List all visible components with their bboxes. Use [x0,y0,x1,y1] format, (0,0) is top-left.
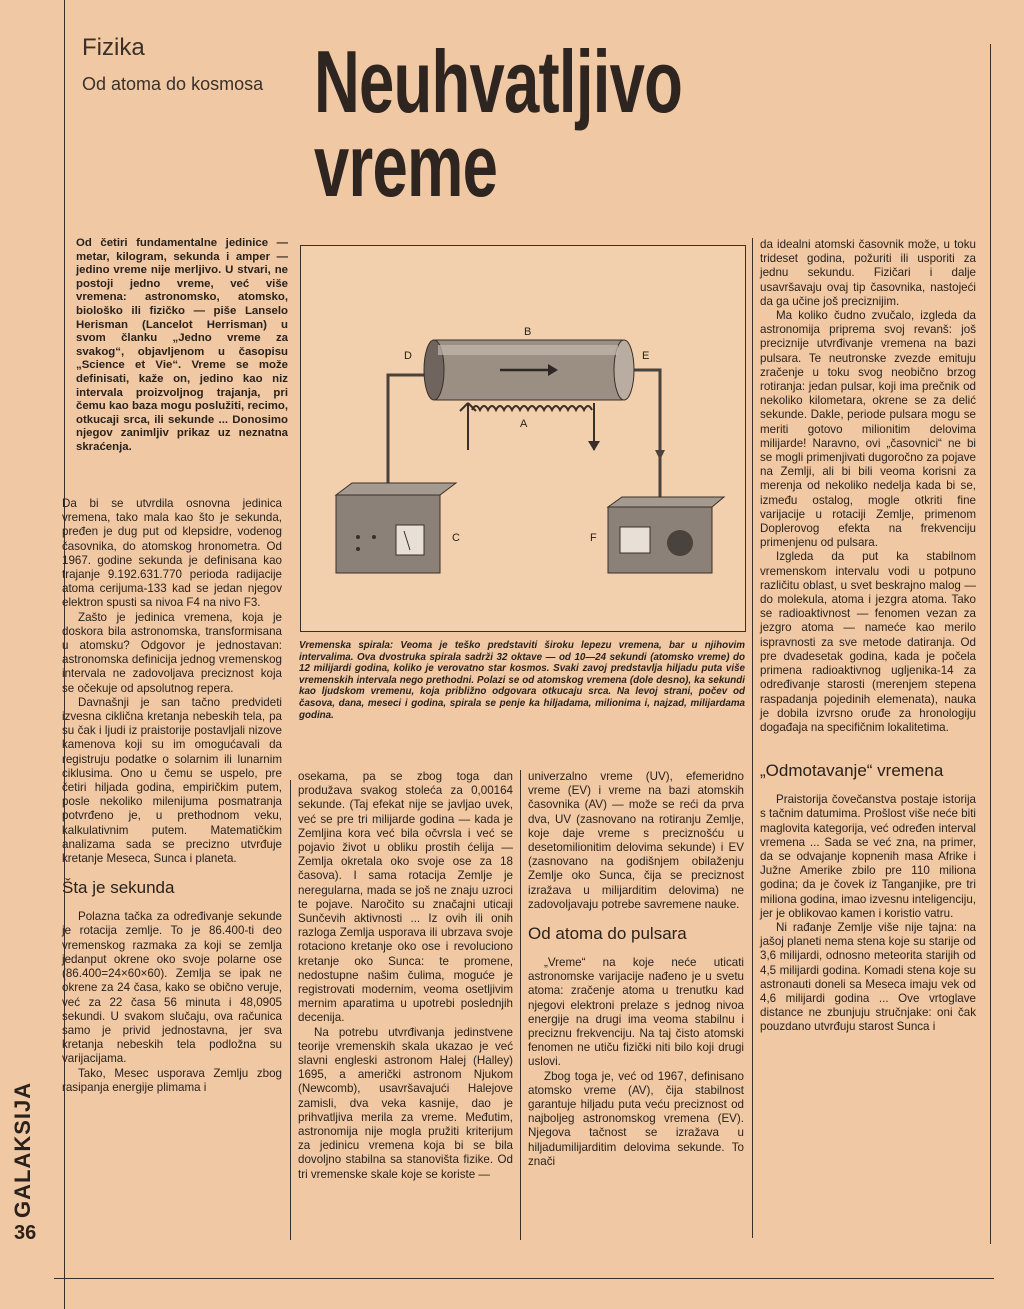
subheading: Od atoma do pulsara [528,924,687,944]
bottom-margin-rule [54,1278,994,1279]
column-rule [520,770,521,1240]
figure-label: D [404,350,412,362]
paragraph: osekama, pa se zbog toga dan produžava svakog stoleća za 0,00164 sekunde. (Taj efekat nije se javljao uvek, već se pre tri milijarde godina — kada je Zemljina kora već bila očvrsla i već se pojavio život u obliku prostih ćelija — Zemlja okretala oko svoje ose za 18 časova). I sama rotacija Zemlje je neregularna, mada se još ne znaju uzroci te pojave. Naročito su značajni uticaji Sunčevih aktivnosti ... Iz ovih ili onih razloga Zemlja usporava ili ubrzava svoje rotaciono kretanje oko ose i revoluciono kretanje oko Sunca: te promene, nedostupne našim čulima, moguće je registrovati modernim, veoma osetljivim mernim aparatima u upotrebi poslednjih decenija. [298,770,513,1025]
column-rule [752,238,753,1238]
title-line: vreme [314,116,498,215]
caption-title: Vremenska spirala: [299,640,394,651]
lead-paragraph: Od četiri fundamentalne jedinice — metar, kilogram, sekunda i amper — jedino vreme nije merljivo. U stvari, ne postoji jedno vreme, već više vremena: astronomsko, atomsko, biološko ili fizičko — piše Lanselo Herisman (Lancelot Herrisman) u svom članku „Jedno vreme za svakog“, objavljenom u časopisu „Science et Vie“. Vreme se može definisati, kaže on, jedino kao niz intervala proizvoljnog trajanja, pri čemu kao baza mogu poslužiti, recimo, otkucaji srca, ili sekunde ... Donosimo njegov zanimljiv prikaz uz neznatna skraćenja. [76,237,288,453]
section-label: Fizika [82,34,145,61]
section-subtitle: Od atoma do kosmosa [82,74,264,94]
paragraph: Praistorija čovečanstva postaje istorija s tačnim datumima. Prošlost više neće biti maglovita kategorija, već određen interval vremena ... Sada se već zna, na primer, da se odvajanje kopnenih masa Afrike i Južne Amerike zbilo pre 110 miliona godina; da je čovek iz Tanganjike, pre tri miliona godina, imao izvesnu inteligenciju, jer je oblikovao kamen i koristio vatru. [760,793,976,920]
figure-label: A [520,418,528,430]
paragraph: Izgleda da put ka stabilnom vremenskom intervalu vodi u potpuno različitu oblast, u svet beskrajno malog — do molekula, atoma i jezgra atoma. Tako se radioaktivnost — fenomen vezan za jezgro atoma — nameće kao merilo ispravnosti za sve metode datiranja. Od pre dvadesetak godina, kada je počela primena radioaktivnog ugljenika-14 za određivanje starosti (merenjem stepena raspadanja pojedinih elemenata), nauka je dobila izvrsno oruđe za hronologiju događaja na specifičnim lokalitetima. [760,550,976,734]
magazine-name: GALAKSIJA [10,1081,35,1218]
title-line: Neuhvatljivo [314,32,683,131]
counter-top [608,497,724,507]
figure-label: C [452,532,460,544]
counter-dial [620,527,650,553]
meter-dial [396,525,424,555]
paragraph: da idealni atomski časovnik može, u toku trideset godina, požuriti ili usporiti za jednu sekundu. Fizičari i dalje usavršavaju ovaj tip časovnika, nastojeći da ga učine još preciznijim. [760,238,976,308]
paragraph: Polazna tačka za određivanje sekunde je rotacija zemlje. To je 86.400-ti deo vremenskog razmaka za koji se zemlja jedanput okrene oko svoje polarne ose (86.400=24×60×60). Zemlja se ipak ne okrene za 24 časa, kako se obično veruje, već za 22 časa 56 minuta i 48,0905 sekundi. U svakom slučaju, ova računica samo je privid jednostavna, jer sva kretanja nebeskih tela podložna su varijacijama. [62,910,282,1066]
paragraph: Ni rađanje Zemlje više nije tajna: na jašoj planeti nema stena koje su starije od 3,6 milijardi, odnosno meteorita starijih od 4,5 milijardi godina. Komadi stena koje su astronauti doneli sa Meseca imaju vek od 4,6 milijardi godina ... Ove vrtoglave distance ne zbunjuju stručnjake: oni čak pouzdano utvrđuju starost Sunca i [760,920,976,1034]
knob [356,547,360,551]
paragraph: Tako, Mesec usporava Zemlju zbog rasipanja energije plimama i [62,1066,282,1094]
paragraph: Davnašnji je san tačno predvideti izvesna ciklična kretanja nebeskih tela, pa su čak i ljudi iz praistorije postavljali nizove kamenova koji su im omogućavali da registruju podatke o solarnim ili lunarnim ciklusima. Ono u čemu se uspelo, pre četiri hiljada godina, empiričkim putem, posle nekoliko milenijuma posmatranja potvrđeno je, u prethodnom veku, kalkulativnim putem. Matematičkim analizama sada se precizno utvrđuje kretanje Meseca, Sunca i planeta. [62,695,282,866]
figure-label: E [642,350,650,362]
text-column-4 [760,238,976,1035]
figure-label: B [524,326,532,338]
knob [372,535,376,539]
subheading: Šta je sekunda [62,878,175,898]
paragraph: Ma koliko čudno zvučalo, izgleda da astronomija priprema svoj revanš: još preciznije utvrđivanje vremena na bazi pulsara. Te neutronske zvezde emituju zračenje u toku svog neobično brzog rotiranja: jedan pulsar, koji ima prečnik od nekoliko kilometara, okrene se za delić sekunde. Dakle, periode pulsara mogu se meriti gotovo milionitim delovima milijarde! Naravno, ovi „časovnici“ ne bi se mogli primenjivati dugoročno za pojave na Zemlji, ali bi bili veoma korisni za merenja od nekoliko nedelja kada bi se, između ostalog, mogle otkriti fine varijacije u rotaciji Zemlje, primenom Doplerovog efekta na frekvenciju primenjenu od pulsara. [760,309,976,550]
paragraph: univerzalno vreme (UV), efemeridno vreme (EV) i vreme na bazi atomskih časovnika (AV) — može se reći da prva dva, UV (zasnovano na rotiranju Zemlje, koje daje vreme s preciznošću u desetomilionitim delovima sekunde) i EV (zasnovano na godišnjem obilaženju Zemlje oko Sunca, čija se preciznost izražava u milijarditim delovima) ne zadovoljavaju potrebe savremene nauke. [528,770,744,911]
magazine-logo [10,1081,44,1218]
figure-caption [299,640,745,721]
right-margin-rule [990,44,991,1244]
paragraph: „Vreme“ na koje neće uticati astronomske varijacije nađeno je u svetu atoma: zračenje atoma u trenutku kad njegovi elektroni prelaze s jednog nivoa energije na drugi ima veoma stabilnu i preciznu frekvenciju. Na taj čisto atomski fenomen ne utiču fizički niti bilo koji drugi uslovi. [528,956,744,1069]
text-column-1 [62,497,282,1095]
column-rule [290,780,291,1240]
paragraph: Da bi se utvrdila osnovna jedinica vremena, tako mala kao što je sekunda, pređen je dug put od klepsidre, vodenog časovnika, do atomskog hronometra. Od 1967. godine sekunda je definisana kao trajanje 9.192.631.770 perioda radijacije atoma cerijuma-133 kad se jedan njegov elektron spusti sa nivoa F4 na nivo F3. [62,497,282,610]
article-title [314,32,683,215]
text-column-3 [528,770,744,1169]
figure-frame [301,246,746,632]
figure-illustration [300,245,746,632]
knob [356,535,360,539]
paragraph: Zašto je jedinica vremena, koja je doskora bila astronomska, transformisana u atomsku? Odgovor je jednostavan: astronomska definicija jednog vremenskog intervala ne zadovoljava preciznost koja se očekuje od apsolutnog repera. [62,610,282,695]
caption-text: Veoma je teško predstaviti široku lepezu vremena, bar u njihovim intervalima. Ova dvostruka spirala sadrži 32 oktave — od 10—24 sekundi (atomsko vreme) do 12 milijardi godina, koliko je verovatno star kosmos. Svaki zavoj predstavlja hiljadu puta više vremenskih intervala nego prethodni. Polazi se od atomskog vremena (dole desno), ka sekundi kao ljudskom vremenu, koja približno odgovara otkucaju srca. Na levoj strani, počev od časova, dana, meseci i godina, spirala se penje ka hiljadama, milionima i, najzad, milijardama godina. [299,640,745,721]
page-number: 36 [14,1222,37,1244]
generator-top [336,483,456,495]
figure-label: F [590,532,597,544]
text-column-2 [298,770,513,1182]
paragraph: Na potrebu utvrđivanja jedinstvene teorije vremenskih skala ukazao je već slavni engleski astronom Halej (Halley) 1695, a američki astronom Njukom (Newcomb), usavršavajući Halejove zamisli, dva veka kasnije, dao je prihvatljiva merila za vreme. Međutim, astronomija nije mogla pružiti kriterijum za jedinicu vremena koja bi se bila dovoljno stabilna sa stanovišta fizike. Od tri vremenske skale koje se koriste — [298,1025,513,1181]
speaker [667,530,693,556]
subheading: „Odmotavanje“ vremena [760,761,944,781]
paragraph: Zbog toga je, već od 1967, definisano atomsko vreme (AV), čija stabilnost garantuje hiljadu puta veću preciznost od najboljeg astronomskog vremena (EV). Njegova tačnost se izražava u hiljadumilijarditim delovima sekunde. To znači [528,1069,744,1168]
tube-highlight [438,345,618,355]
spiral-apparatus-figure [300,245,746,632]
